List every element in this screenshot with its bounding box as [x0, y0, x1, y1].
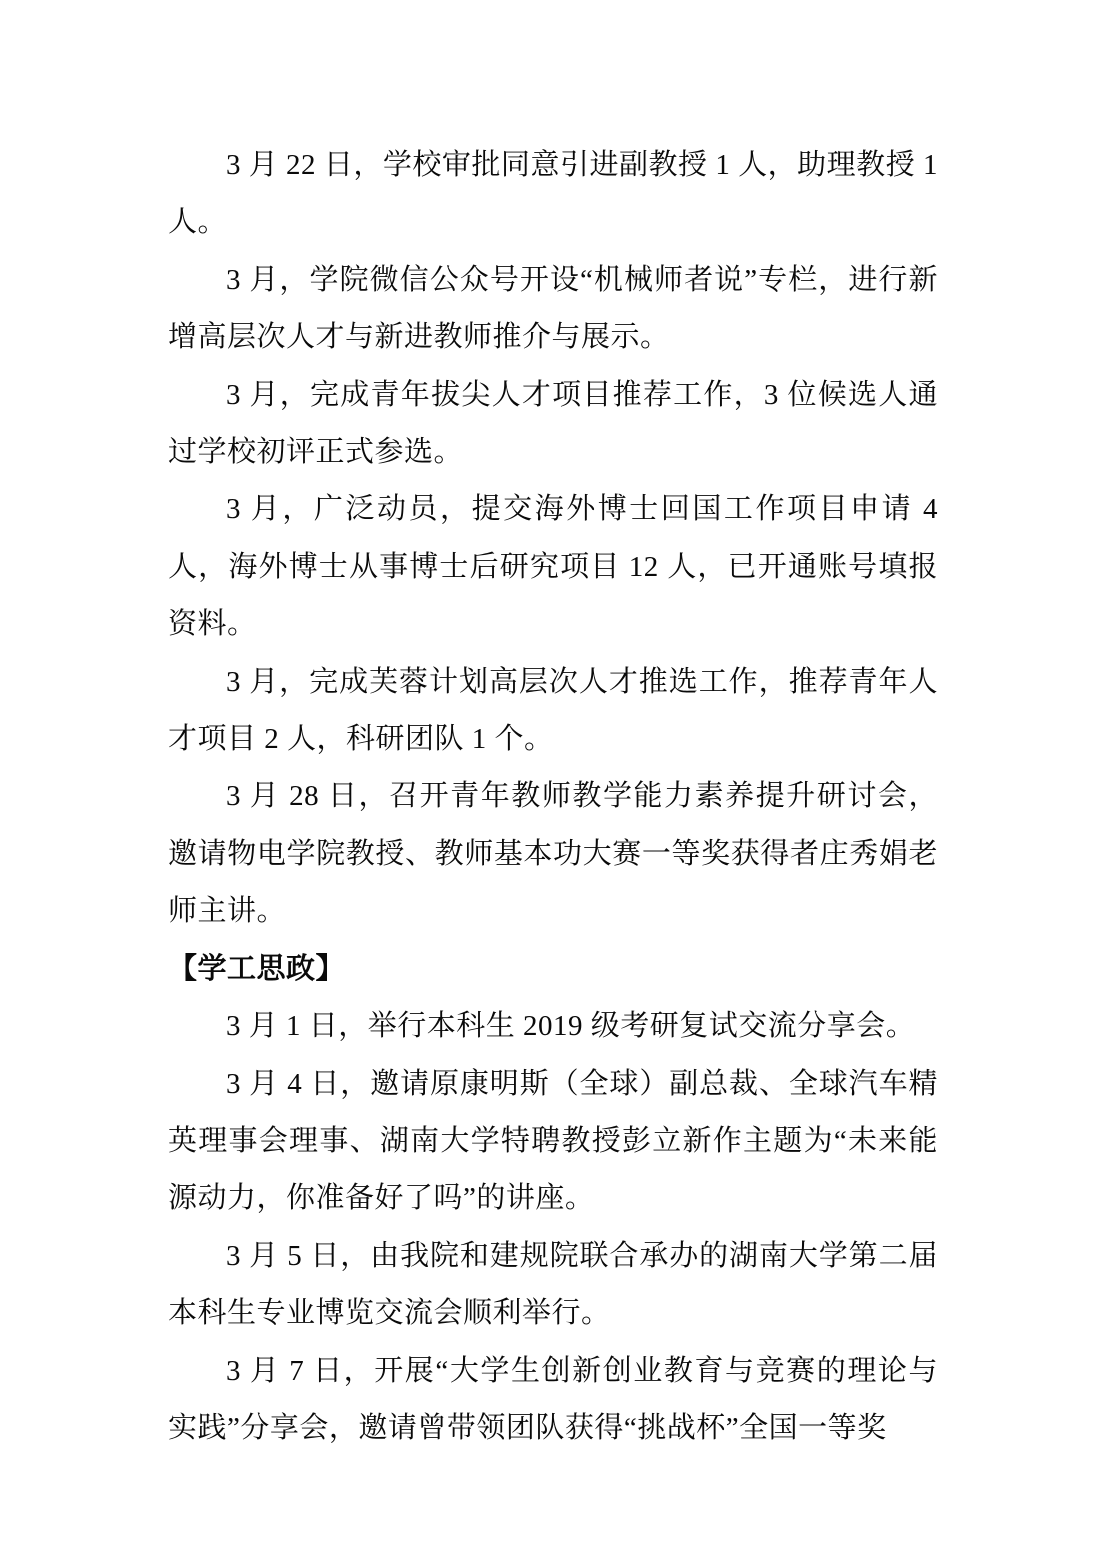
paragraph-postgrad-exam-sharing: 3 月 1 日，举行本科生 2019 级考研复试交流分享会。: [226, 1010, 916, 1043]
paragraph-furong-plan: 3 月，完成芙蓉计划高层次人才推选工作，推荐青年人才项目 2 人，科研团队 1 个。: [168, 665, 938, 756]
paragraph-faculty-approval: 3 月 22 日，学校审批同意引进副教授 1 人，助理教授 1 人。: [168, 149, 938, 239]
paragraph-major-expo: 3 月 5 日，由我院和建规院联合承办的湖南大学第二届本科生专业博览交流会顺利举行。: [168, 1239, 938, 1330]
paragraph-cummins-lecture: 3 月 4 日，邀请原康明斯（全球）副总裁、全球汽车精英理事会理事、湖南大学特聘教授彭立新作主题为“未来能源动力，你准备好了吗”的讲座。: [168, 1067, 938, 1215]
paragraph-young-talent-program: 3 月，完成青年拔尖人才项目推荐工作，3 位候选人通过学校初评正式参选。: [168, 378, 938, 469]
paragraph-wechat-column: 3 月，学院微信公众号开设“机械师者说”专栏，进行新增高层次人才与新进教师推介与展示。: [168, 263, 938, 354]
section-heading-student-affairs: 【学工思政】: [168, 952, 346, 985]
paragraph-overseas-phd-projects: 3 月，广泛动员，提交海外博士回国工作项目申请 4 人，海外博士从事博士后研究项目 12 人，已开通账号填报资料。: [168, 493, 938, 641]
paragraph-innovation-sharing: 3 月 7 日，开展“大学生创新创业教育与竞赛的理论与实践”分享会，邀请曾带领团队获得“挑战杯”全国一等奖: [168, 1354, 938, 1444]
document-body: [168, 137, 938, 1457]
paragraph-teaching-seminar: 3 月 28 日，召开青年教师教学能力素养提升研讨会，邀请物电学院教授、教师基本功大赛一等奖获得者庄秀娟老师主讲。: [168, 780, 938, 928]
